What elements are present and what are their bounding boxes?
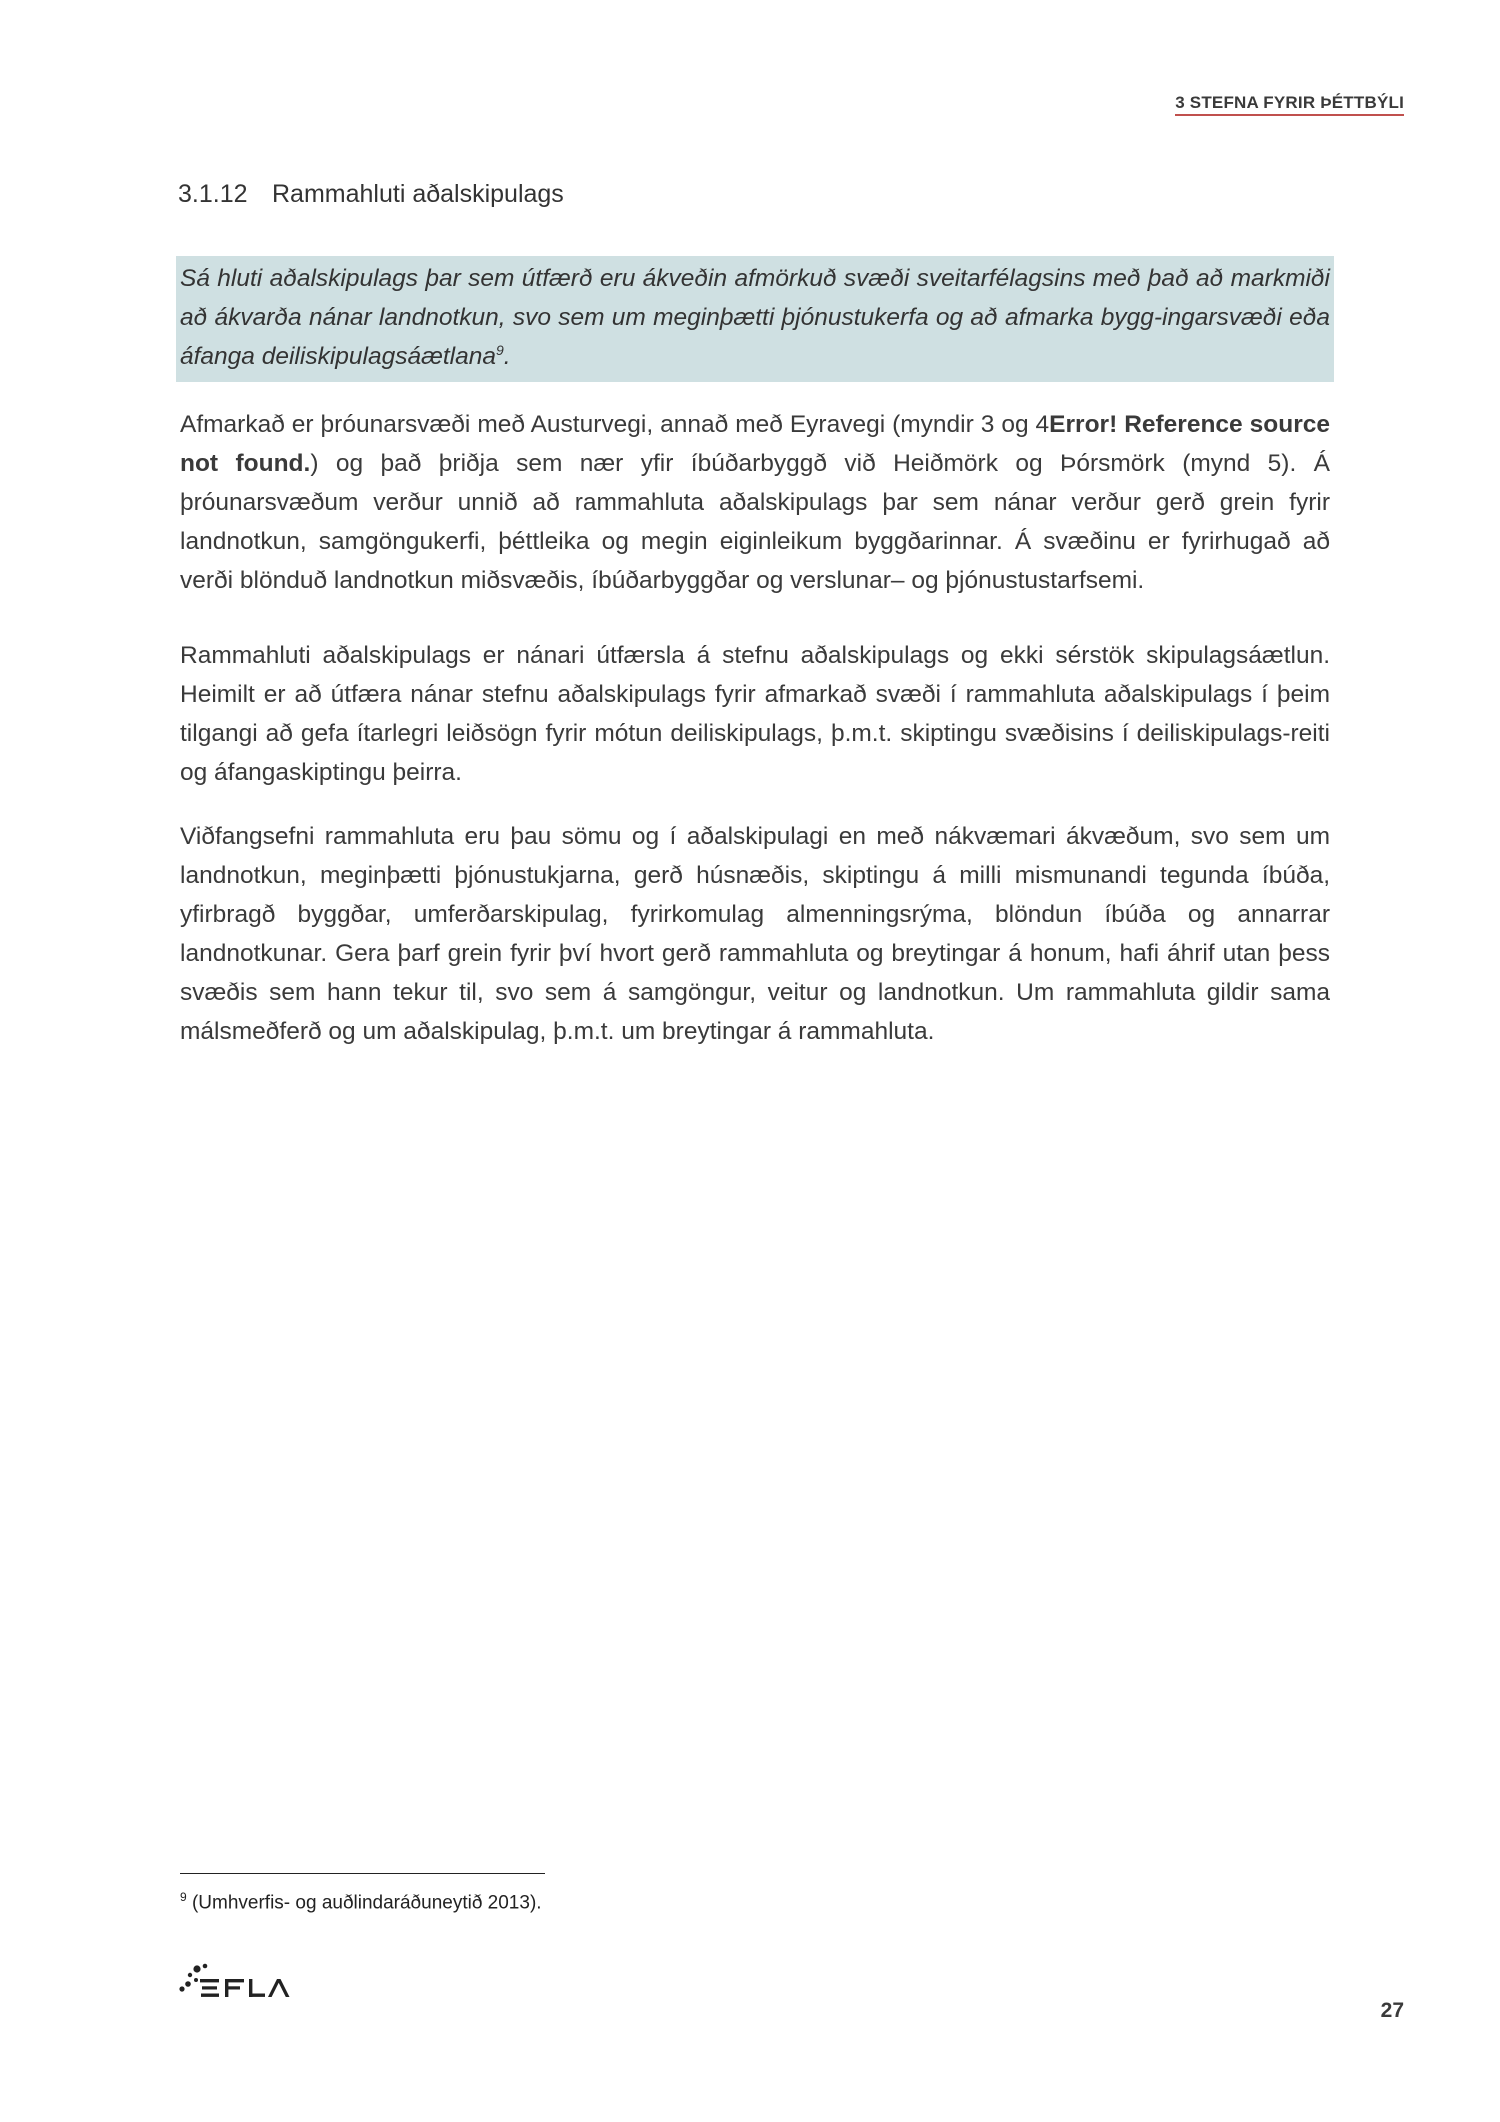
footnote-divider [180,1873,545,1874]
definition-box [176,256,1334,382]
paragraph-framework-definition: Rammahluti aðalskipulags er nánari útfærsla á stefnu aðalskipulags og ekki sérstök skipulagsáætlun. Heimilt er að útfæra nánar stefnu aðalskipulags fyrir afmarkað svæði í rammahluta aðalskipulags í þeim tilgangi að gefa ítarlegri leiðsögn fyrir mótun deiliskipulags, þ.m.t. skiptingu svæðisins í deiliskipulags-reiti og áfangaskiptingu þeirra. [180,642,1330,786]
reference-error-text: Error! Reference source not found. [180,411,1330,477]
definition-end: . [503,343,511,370]
paragraph-text: ) og það þriðja sem nær yfir íbúðarbyggð við Heiðmörk og Þórsmörk (mynd 5). Á þróunarsvæðum verður unnið að rammahluta aðalskipulags þar sem nánar verður gerð grein fyrir landnotkun, samgöngukerfi, þéttleika og megin eiginleikum byggðarinnar. Á svæðinu er fyrirhugað að verði blönduð landnotkun miðsvæðis, íbúðarbyggðar og verslunar– og þjónustustarfsemi. [180,450,1330,594]
section-number: 3.1.12 [178,180,248,208]
footnote-text: (Umhverfis- og auðlindaráðuneytið 2013). [186,1892,542,1914]
paragraph-text: Afmarkað er þróunarsvæði með Austurvegi, annað með Eyravegi (myndir 3 og 4 [180,411,1050,438]
footnote [180,1890,542,1914]
paragraph-development-areas [180,405,1330,600]
footnote-marker: 9 [180,1890,187,1904]
definition-text: Sá hluti aðalskipulags þar sem útfærð eru ákveðin afmörkuð svæði sveitarfélagsins með það að markmiði að ákvarða nánar landnotkun, svo sem um meginþætti þjónustukerfa og að afmarka bygg-ingarsvæði eða áfanga deiliskipulagsáætlana [180,265,1330,370]
footnote-reference[interactable]: 9 [496,341,504,358]
section-title: Rammahluti aðalskipulags [272,180,564,208]
efla-logo [176,1963,291,1999]
page-number: 27 [1380,1999,1404,2022]
running-header: 3 STEFNA FYRIR ÞÉTTBÝLI [1175,93,1404,116]
section-heading [178,180,564,209]
paragraph-framework-subjects: Viðfangsefni rammahluta eru þau sömu og í aðalskipulagi en með nákvæmari ákvæðum, svo sem um landnotkun, meginþætti þjónustukjarna, gerð húsnæðis, skiptingu á milli mismunandi tegunda íbúða, yfirbragð byggðar, umferðarskipulag, fyrirkomulag almenningsrýma, blöndun íbúða og annarrar landnotkunar. Gera þarf grein fyrir því hvort gerð rammahluta og breytingar á honum, hafi áhrif utan þess svæðis sem hann tekur til, svo sem á samgöngur, veitur og landnotkun. Um rammahluta gildir sama málsmeðferð og um aðalskipulag, þ.m.t. um breytingar á rammahluta. [180,823,1330,1045]
